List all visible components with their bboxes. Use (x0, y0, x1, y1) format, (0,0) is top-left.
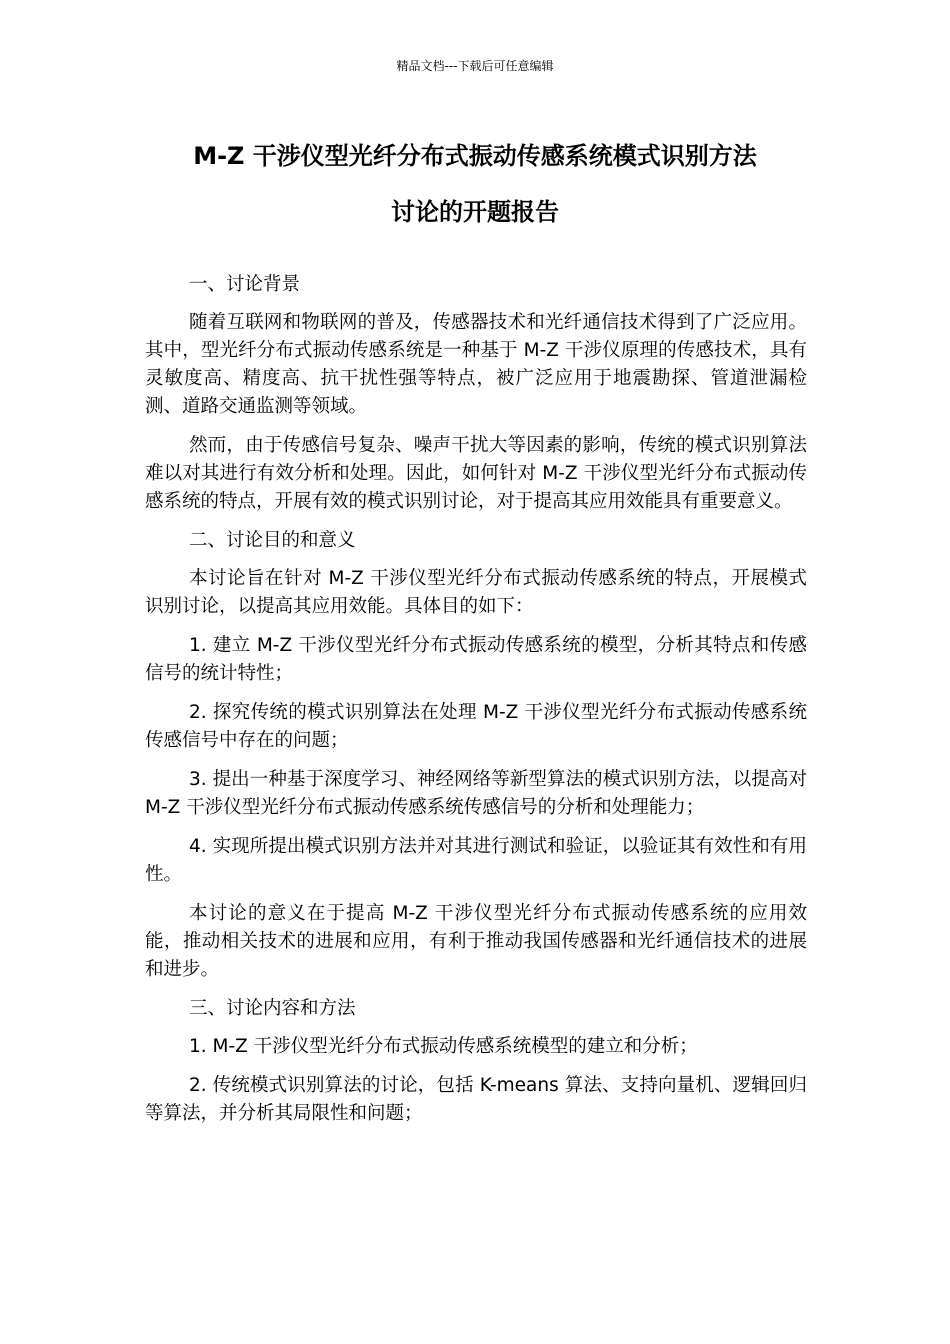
list-item-purpose-2: 2. 探究传统的模式识别算法在处理 M-Z 干涉仪型光纤分布式振动传感系统传感信号中存在的问题； (145, 702, 807, 751)
section-heading-background: 一、讨论背景 (189, 274, 301, 295)
paragraph-background-1: 随着互联网和物联网的普及，传感器技术和光纤通信技术得到了广泛应用。其中，型光纤分布式振动传感系统是一种基于 M-Z 干涉仪原理的传感技术，具有灵敏度高、精度高、抗干扰性强等特点，被广泛应用于地震勘探、管道泄漏检测、道路交通监测等领域。 (145, 312, 807, 417)
paragraph-significance: 本讨论的意义在于提高 M-Z 干涉仪型光纤分布式振动传感系统的应用效能，推动相关技术的进展和应用，有利于推动我国传感器和光纤通信技术的进展和进步。 (145, 903, 807, 980)
list-item-purpose-1: 1. 建立 M-Z 干涉仪型光纤分布式振动传感系统的模型，分析其特点和传感信号的统计特性； (145, 635, 807, 684)
paragraph-purpose-intro: 本讨论旨在针对 M-Z 干涉仪型光纤分布式振动传感系统的特点，开展模式识别讨论，以提高其应用效能。具体目的如下： (145, 568, 807, 617)
page-header-note: 精品文档---下载后可任意编辑 (396, 59, 554, 73)
document-body (145, 271, 807, 1139)
paragraph-background-2: 然而，由于传感信号复杂、噪声干扰大等因素的影响，传统的模式识别算法难以对其进行有效分析和处理。因此，如何针对 M-Z 干涉仪型光纤分布式振动传感系统的特点，开展有效的模式识别讨论，对于提高其应用效能具有重要意义。 (145, 435, 807, 512)
list-item-purpose-4: 4. 实现所提出模式识别方法并对其进行测试和验证，以验证其有效性和有用性。 (145, 836, 807, 885)
section-heading-content-method: 三、讨论内容和方法 (189, 998, 356, 1019)
document-title-line-1: M-Z 干涉仪型光纤分布式振动传感系统模式识别方法 (193, 142, 757, 170)
list-item-purpose-3: 3. 提出一种基于深度学习、神经网络等新型算法的模式识别方法，以提高对 M-Z 干涉仪型光纤分布式振动传感系统传感信号的分析和处理能力； (145, 769, 807, 818)
list-item-content-2: 2. 传统模式识别算法的讨论，包括 K-means 算法、支持向量机、逻辑回归等算法，并分析其局限性和问题； (145, 1075, 807, 1124)
list-item-content-1: 1. M-Z 干涉仪型光纤分布式振动传感系统模型的建立和分析； (189, 1036, 698, 1057)
section-heading-purpose: 二、讨论目的和意义 (189, 530, 356, 551)
document-title-line-2: 讨论的开题报告 (391, 198, 559, 226)
